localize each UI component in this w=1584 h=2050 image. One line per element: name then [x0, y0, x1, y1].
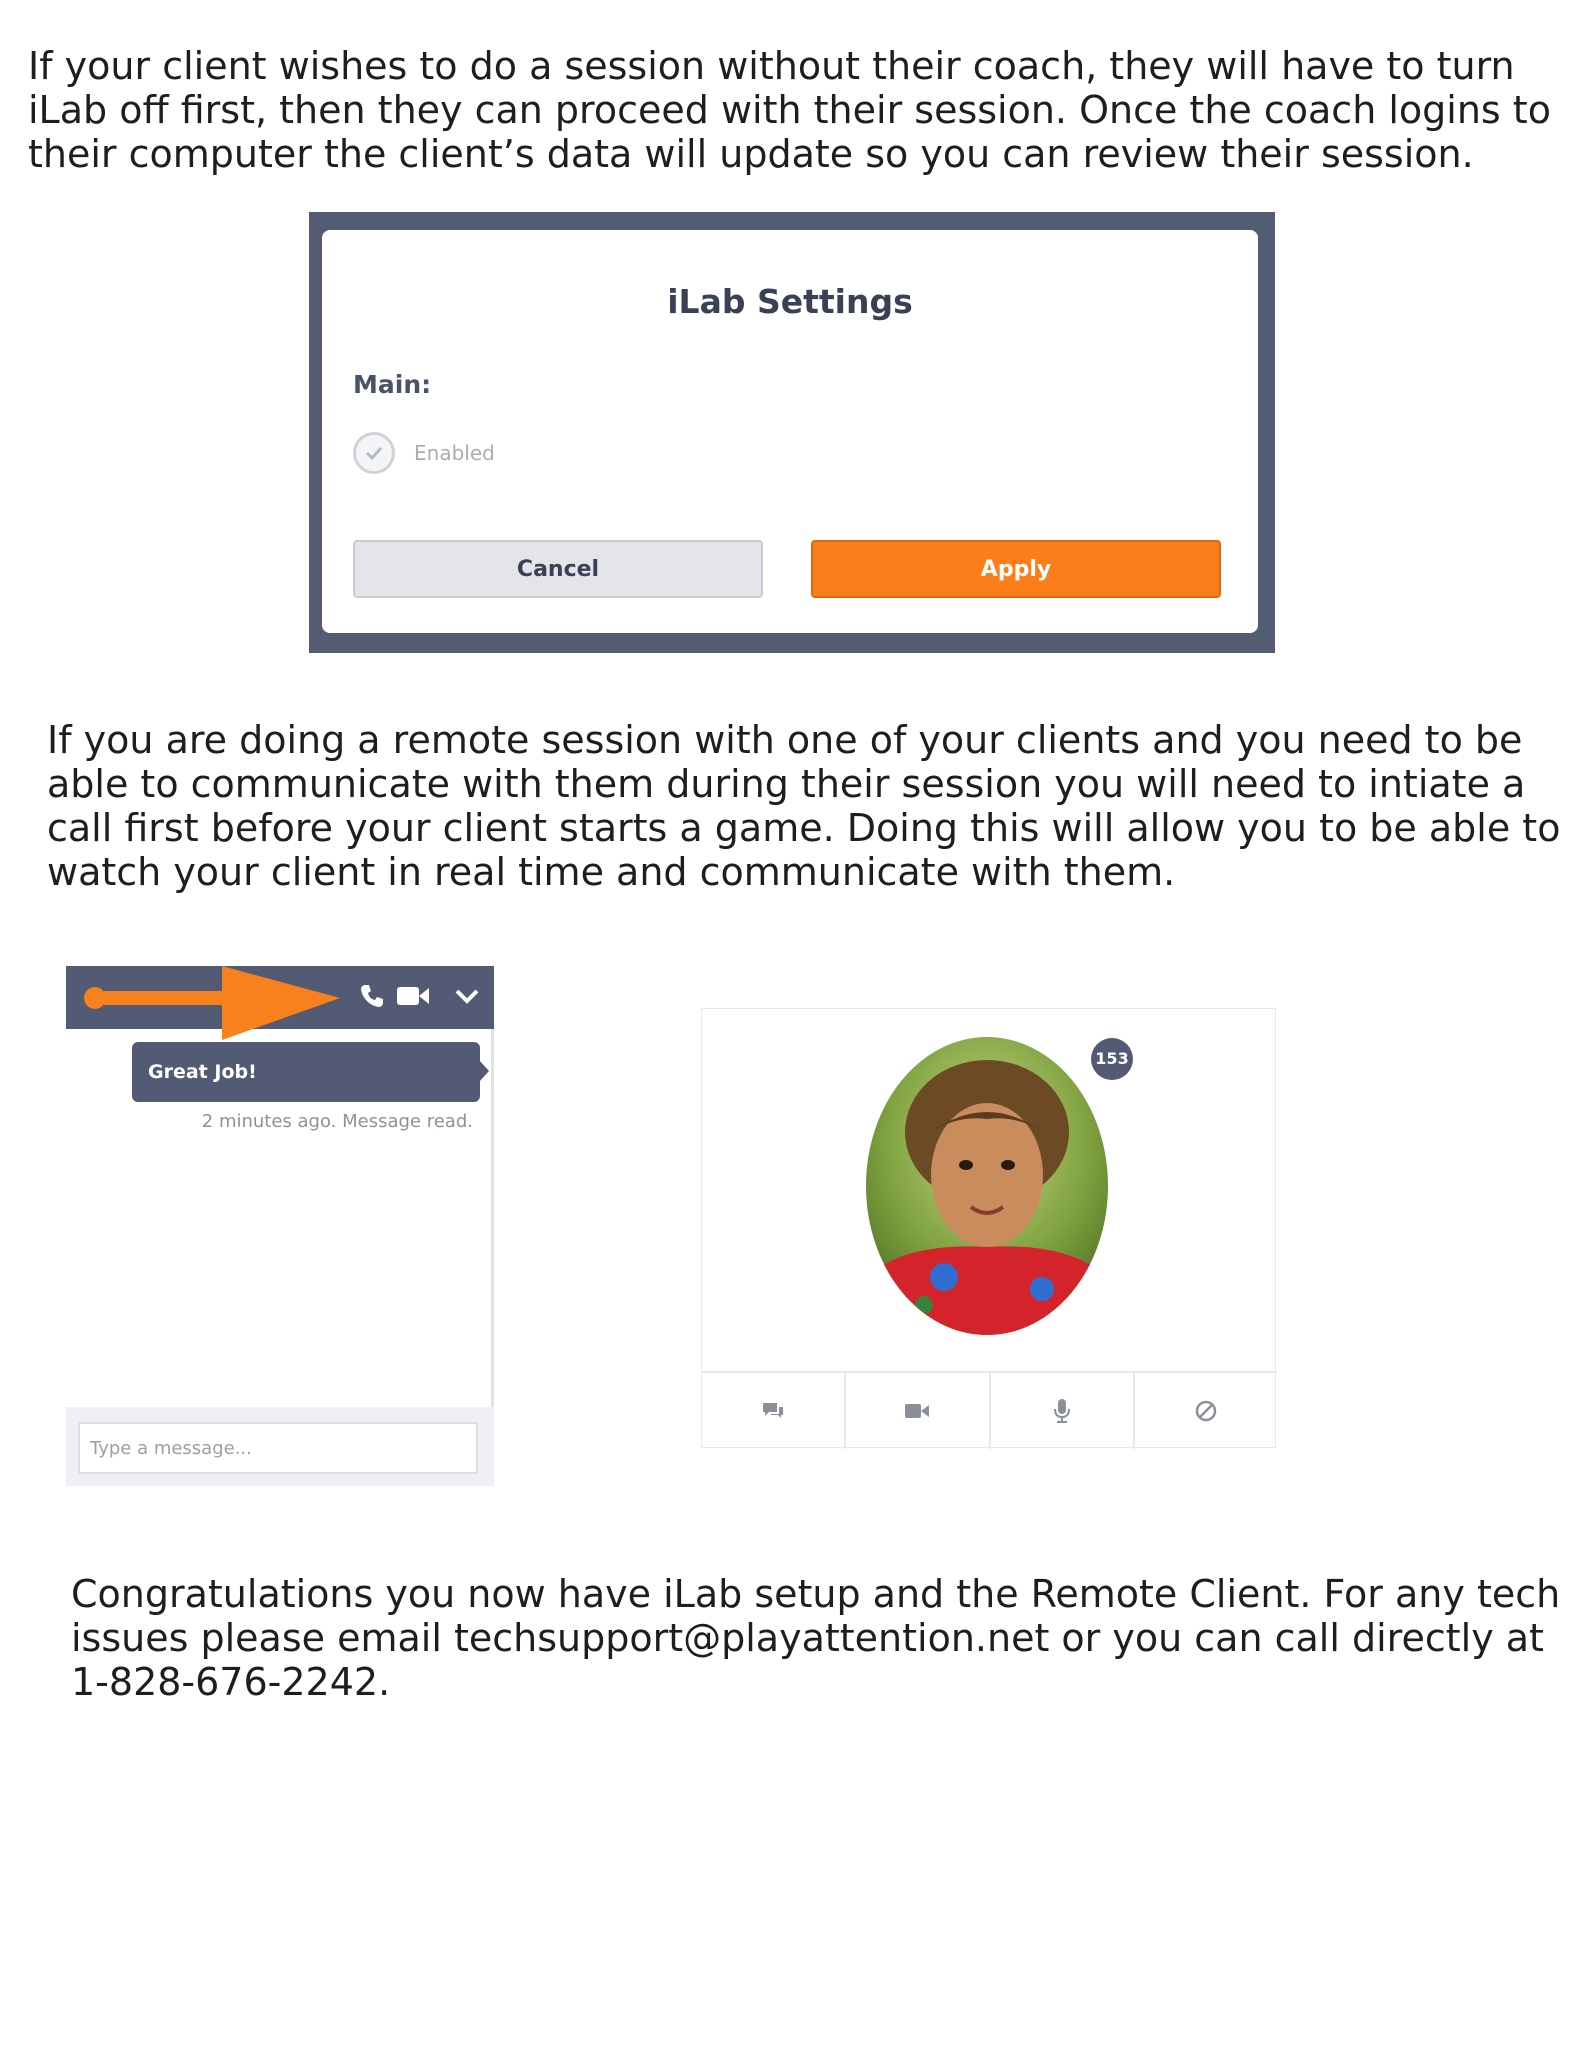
- notification-badge: 153: [1091, 1038, 1133, 1080]
- status-dot: [84, 987, 106, 1009]
- message-input[interactable]: [78, 1422, 478, 1474]
- chat-panel-screenshot: [66, 966, 496, 1486]
- block-icon: [1194, 1399, 1218, 1423]
- block-button[interactable]: [1135, 1373, 1277, 1449]
- chat-header: [66, 966, 494, 1029]
- ilab-settings-dialog: [322, 230, 1258, 633]
- client-controls: [702, 1371, 1277, 1449]
- chat-panel: [66, 966, 494, 1486]
- message-status: 2 minutes ago. Message read.: [201, 1111, 473, 1132]
- dialog-title: iLab Settings: [667, 282, 913, 321]
- check-icon: [365, 446, 383, 460]
- arrow-pointer: [104, 966, 344, 1044]
- chat-button[interactable]: [702, 1373, 846, 1449]
- cancel-button[interactable]: Cancel: [353, 540, 763, 598]
- microphone-icon: [1053, 1398, 1071, 1424]
- client-avatar: [866, 1037, 1108, 1335]
- chevron-down-icon[interactable]: [454, 987, 480, 1007]
- chat-message: Great Job!: [132, 1042, 480, 1102]
- video-button[interactable]: [846, 1373, 990, 1449]
- enabled-label: Enabled: [414, 441, 495, 465]
- main-section-label: Main:: [353, 370, 432, 399]
- video-icon[interactable]: [396, 983, 430, 1009]
- chat-footer: [66, 1407, 494, 1486]
- apply-button[interactable]: Apply: [811, 540, 1221, 598]
- intro-paragraph: If your client wishes to do a session without their coach, they will have to turn iLab off first, then they can proceed with their session. Once the coach logins to their computer the client’s data will update so you can review their session.: [28, 44, 1551, 176]
- phone-icon[interactable]: [359, 983, 385, 1009]
- chat-icon: [761, 1401, 785, 1421]
- closing-paragraph: Congratulations you now have iLab setup and the Remote Client. For any tech issues please email techsupport@playattention.net or you can call directly at 1-828-676-2242.: [71, 1572, 1561, 1704]
- microphone-button[interactable]: [991, 1373, 1135, 1449]
- ilab-settings-screenshot: [309, 212, 1275, 653]
- video-icon: [904, 1402, 930, 1420]
- remote-client-card: [701, 1008, 1276, 1448]
- remote-session-paragraph: If you are doing a remote session with one of your clients and you need to be able to communicate with them during their session you will need to intiate a call first before your client starts a game. Doing this will allow you to be able to watch your client in real time and communicate with them.: [47, 718, 1561, 894]
- enabled-checkbox[interactable]: [353, 432, 395, 474]
